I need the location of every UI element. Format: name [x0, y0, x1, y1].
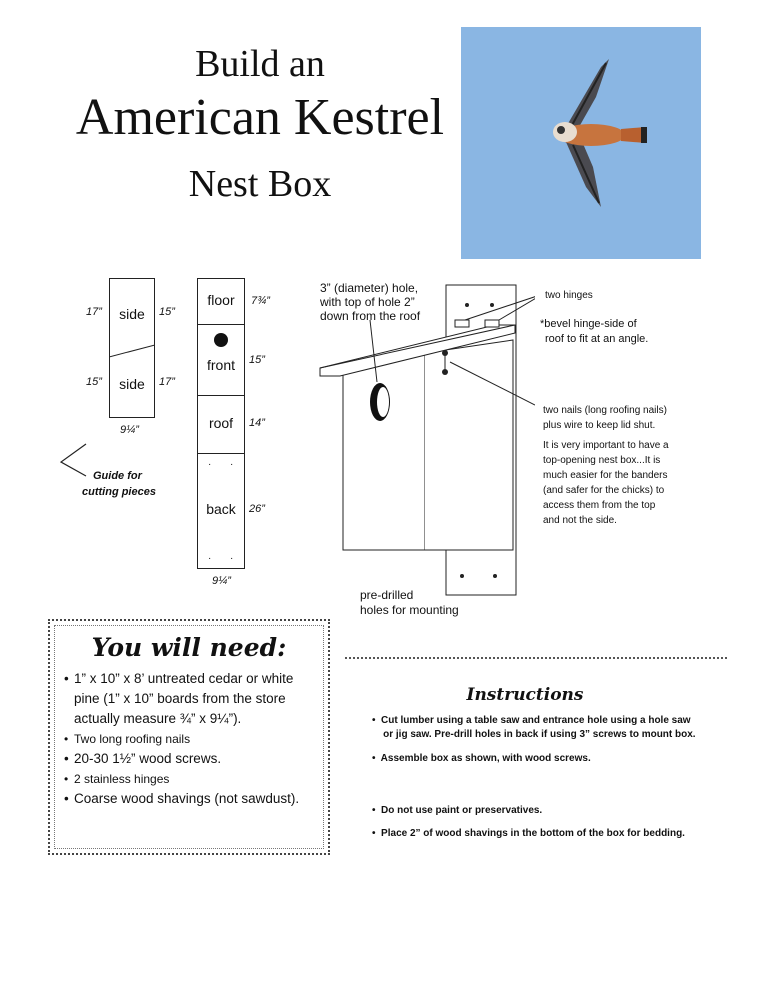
note-line-4: (and safer for the chicks) to	[543, 485, 665, 496]
materials-item: actually measure ¾” x 9¼”).	[74, 711, 242, 726]
mount-note-2: holes for mounting	[360, 603, 459, 617]
materials-item: • 1” x 10” x 8’ untreated cedar or white	[64, 671, 294, 686]
floor-label: floor	[207, 292, 235, 308]
side-width-dim: 9¼”	[120, 424, 139, 436]
side-label-2: side	[119, 376, 145, 392]
entrance-hole-marker	[214, 333, 228, 347]
divider	[345, 657, 727, 659]
materials-item: pine (1” x 10” boards from the store	[74, 691, 286, 706]
note-line-1: It is very important to have a	[543, 440, 669, 451]
front-dim: 15”	[249, 354, 265, 366]
side-dim-left-1: 17”	[86, 306, 102, 318]
title-line-2: American Kestrel	[75, 89, 445, 146]
nails-note-2: plus wire to keep lid shut.	[543, 420, 656, 431]
front-label: front	[206, 357, 235, 373]
back-label: back	[206, 501, 236, 517]
instruction-item: • Assemble box as shown, with wood screws.	[372, 753, 591, 764]
side-label-1: side	[119, 306, 145, 322]
instructions-title: Instructions	[466, 685, 584, 705]
nest-box-diagram	[315, 280, 535, 600]
materials-item: • Coarse wood shavings (not sawdust).	[64, 791, 300, 806]
materials-item: • Two long roofing nails	[64, 732, 191, 746]
note-line-3: much easier for the banders	[543, 470, 668, 481]
note-line-6: and not the side.	[543, 515, 617, 526]
side-dim-right-2: 17”	[159, 376, 175, 388]
board-width-dim: 9¼”	[212, 575, 231, 587]
materials-box	[48, 619, 330, 855]
instruction-item: • Place 2” of wood shavings in the bottom of the box for bedding.	[372, 828, 685, 839]
nails-note-1: two nails (long roofing nails)	[543, 405, 667, 416]
instruction-item: • Do not use paint or preservatives.	[372, 805, 543, 816]
bevel-note-2: roof to fit at an angle.	[545, 333, 649, 345]
hole-note-1: 3” (diameter) hole,	[320, 281, 419, 295]
bevel-note-1: *bevel hinge-side of	[540, 318, 637, 330]
materials-title: You will need:	[91, 633, 287, 662]
title-line-3: Nest Box	[188, 163, 332, 205]
side-pieces	[109, 278, 155, 418]
roof-label: roof	[208, 415, 234, 431]
guide-label-1: Guide for	[93, 470, 142, 482]
board-pieces: floor front roof · · back · ·	[197, 278, 245, 569]
back-dim: 26”	[249, 503, 265, 515]
mount-note-1: pre-drilled	[360, 588, 414, 602]
floor-dim: 7¾”	[251, 295, 270, 307]
hole-note-3: down from the roof	[320, 309, 421, 323]
materials-item: • 20-30 1½” wood screws.	[64, 751, 222, 766]
kestrel-photo	[461, 27, 701, 259]
roof-dim: 14”	[249, 417, 265, 429]
kestrel-image	[461, 27, 701, 259]
note-line-5: access them from the top	[543, 500, 656, 511]
side-dim-left-2: 15”	[86, 376, 102, 388]
title-line-1: Build an	[195, 43, 325, 85]
hinges-note: two hinges	[545, 290, 593, 301]
instruction-item: or jig saw. Pre-drill holes in back if using 3” screws to mount box.	[372, 729, 696, 740]
side-dim-right-1: 15”	[159, 306, 175, 318]
guide-label-2: cutting pieces	[82, 486, 156, 498]
hole-note-2: with top of hole 2”	[320, 295, 415, 309]
guide-arrow-icon	[58, 442, 88, 478]
instruction-item: • Cut lumber using a table saw and entrance hole using a hole saw	[372, 715, 691, 726]
materials-item: • 2 stainless hinges	[64, 772, 170, 786]
note-line-2: top-opening nest box...It is	[543, 455, 661, 466]
